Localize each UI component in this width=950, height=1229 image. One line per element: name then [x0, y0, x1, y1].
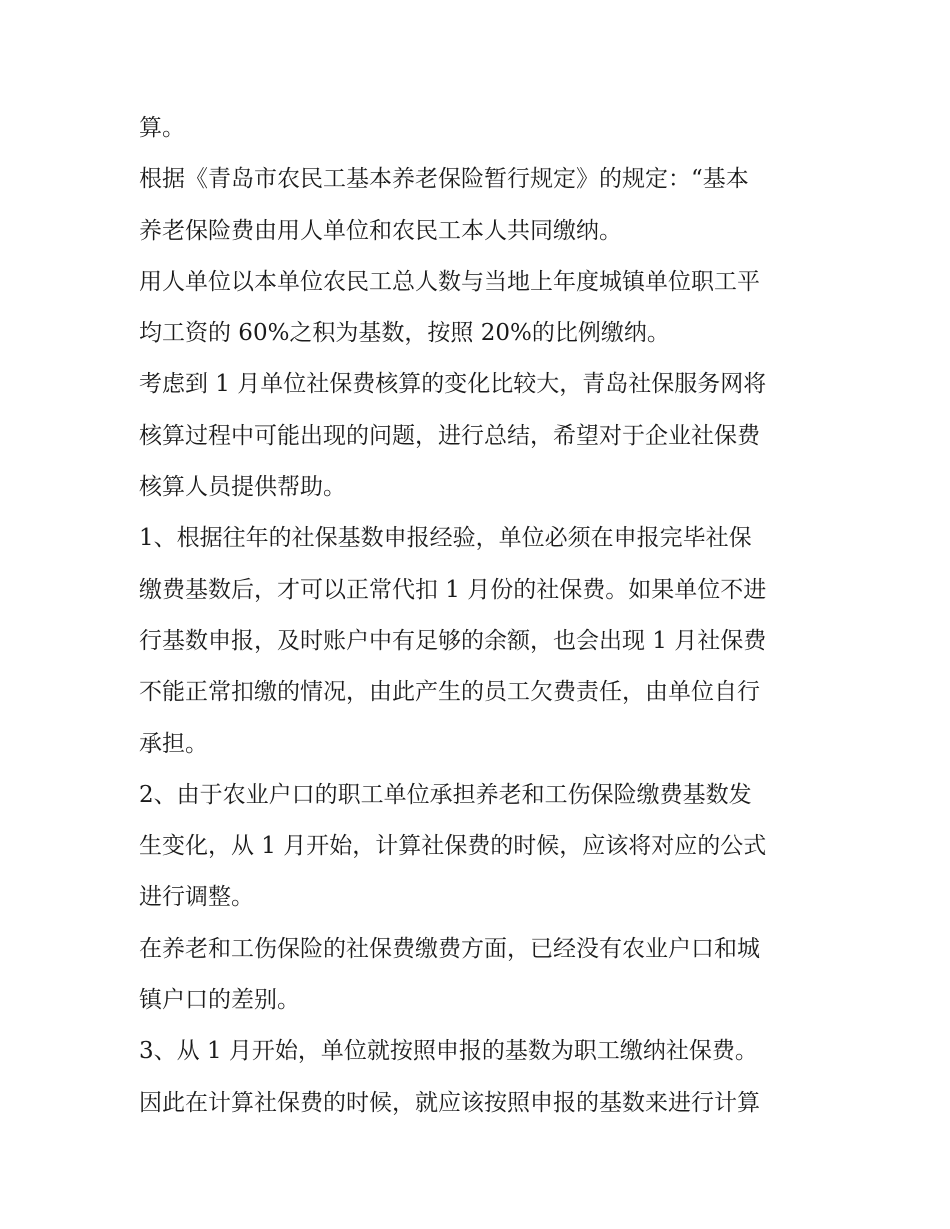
paragraph-3: [139, 257, 819, 360]
text-line: 因此在计算社保费的时候，就应该按照申报的基数来进行计算: [139, 1089, 760, 1116]
text-line: 1、根据往年的社保基数申报经验，单位必须在申报完毕社保: [139, 525, 752, 552]
paragraph-9: [139, 1078, 819, 1129]
text-line: 在养老和工伤保险的社保费缴费方面，已经没有农业户口和城: [139, 935, 760, 962]
paragraph-2: [139, 154, 819, 257]
text-line: 根据《青岛市农民工基本养老保险暂行规定》的规定：“基本: [139, 166, 749, 193]
text-line: 3、从 1 月开始，单位就按照申报的基数为职工缴纳社保费。: [139, 1038, 758, 1065]
paragraph-4: [139, 359, 819, 513]
text-line: 均工资的 60%之积为基数，按照 20%的比例缴纳。: [139, 320, 670, 347]
paragraph-8: [139, 1026, 819, 1077]
text-line: 养老保险费由用人单位和农民工本人共同缴纳。: [139, 217, 622, 244]
text-line: 生变化，从 1 月开始，计算社保费的时候，应该将对应的公式: [139, 833, 767, 860]
text-line: 镇户口的差别。: [139, 987, 300, 1014]
text-line: 不能正常扣缴的情况，由此产生的员工欠费责任，由单位自行: [139, 679, 760, 706]
paragraph-6: [139, 770, 819, 924]
text-line: 缴费基数后，才可以正常代扣 1 月份的社保费。如果单位不进: [139, 576, 767, 603]
paragraph-5: [139, 513, 819, 769]
text-line: 进行调整。: [139, 884, 254, 911]
document-body: [139, 103, 819, 1129]
text-line: 核算过程中可能出现的问题，进行总结，希望对于企业社保费: [139, 422, 760, 449]
text-line: 用人单位以本单位农民工总人数与当地上年度城镇单位职工平: [139, 268, 760, 295]
text-line: 承担。: [139, 730, 208, 757]
paragraph-1: [139, 103, 819, 154]
text-line: 考虑到 1 月单位社保费核算的变化比较大，青岛社保服务网将: [139, 371, 767, 398]
text-line: 行基数申报，及时账户中有足够的余额，也会出现 1 月社保费: [139, 627, 767, 654]
text-line: 核算人员提供帮助。: [139, 474, 346, 501]
paragraph-7: [139, 924, 819, 1027]
text-line: 2、由于农业户口的职工单位承担养老和工伤保险缴费基数发: [139, 781, 752, 808]
text-line: 算。: [139, 115, 185, 141]
